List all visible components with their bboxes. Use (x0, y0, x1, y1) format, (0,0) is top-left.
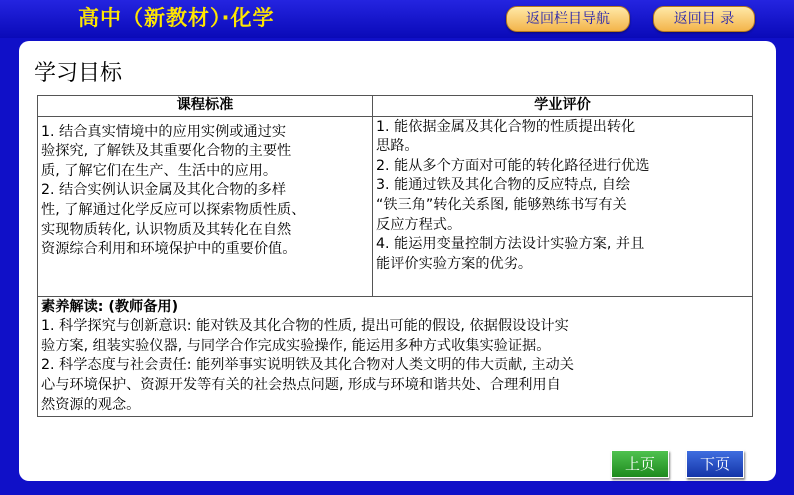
literacy-cell (38, 296, 753, 417)
literacy-title: 素养解读: (教师备用) (41, 298, 179, 315)
academic-evaluation-cell (373, 116, 753, 296)
course-title: 高中（新教材）·化学 (78, 6, 275, 30)
page-title: 学习目标 (34, 61, 123, 86)
prev-page-button[interactable]: 上页 (611, 450, 669, 478)
text-line: 2. 能从多个方面对可能的转化路径进行优选 (376, 157, 650, 174)
text-line: 能评价实验方案的优劣。 (376, 255, 533, 272)
text-line: 然资源的观念。 (41, 396, 141, 413)
text-line: 实现物质转化, 认识物质及其转化在自然 (41, 221, 292, 238)
header-course-standard: 课程标准 (38, 96, 373, 117)
next-page-button[interactable]: 下页 (686, 450, 744, 478)
text-line: 验方案, 组装实验仪器, 与同学合作完成实验操作, 能运用多种方式收集实验证据。 (41, 337, 551, 354)
header-academic-evaluation: 学业评价 (373, 96, 753, 117)
text-line: 1. 科学探究与创新意识: 能对铁及其化合物的性质, 提出可能的假设, 依据假设设计实 (41, 318, 569, 335)
text-line: 验探究, 了解铁及其重要化合物的主要性 (41, 143, 292, 160)
text-line: 4. 能运用变量控制方法设计实验方案, 并且 (376, 236, 645, 253)
text-line: 性, 了解通过化学反应可以探索物质性质、 (41, 201, 306, 218)
text-line: 3. 能通过铁及其化合物的反应特点, 自绘 (376, 177, 631, 194)
text-line: 1. 能依据金属及其化合物的性质提出转化 (376, 118, 636, 135)
text-line: 2. 科学态度与社会责任: 能列举事实说明铁及其化合物对人类文明的伟大贡献, 主动关 (41, 357, 574, 374)
text-line: 质, 了解它们在生产、生活中的应用。 (41, 162, 278, 179)
return-nav-button[interactable]: 返回栏目导航 (506, 6, 630, 32)
table-row (38, 116, 753, 296)
text-line: 1. 结合真实情境中的应用实例或通过实 (41, 123, 287, 140)
text-line: 思路。 (376, 138, 419, 155)
top-bar (0, 0, 794, 38)
table-header-row (38, 96, 753, 117)
text-line: 资源综合利用和环境保护中的重要价值。 (41, 241, 297, 258)
return-toc-button[interactable]: 返回目 录 (653, 6, 755, 32)
table-row (38, 296, 753, 417)
text-line: 2. 结合实例认识金属及其化合物的多样 (41, 182, 287, 199)
text-line: 反应方程式。 (376, 216, 462, 233)
text-line: 心与环境保护、资源开发等有关的社会热点问题, 形成与环境和谐共处、合理利用自 (41, 376, 561, 393)
objectives-table (37, 95, 753, 417)
text-line: “铁三角”转化关系图, 能够熟练书写有关 (376, 196, 627, 213)
course-standard-cell (38, 116, 373, 296)
